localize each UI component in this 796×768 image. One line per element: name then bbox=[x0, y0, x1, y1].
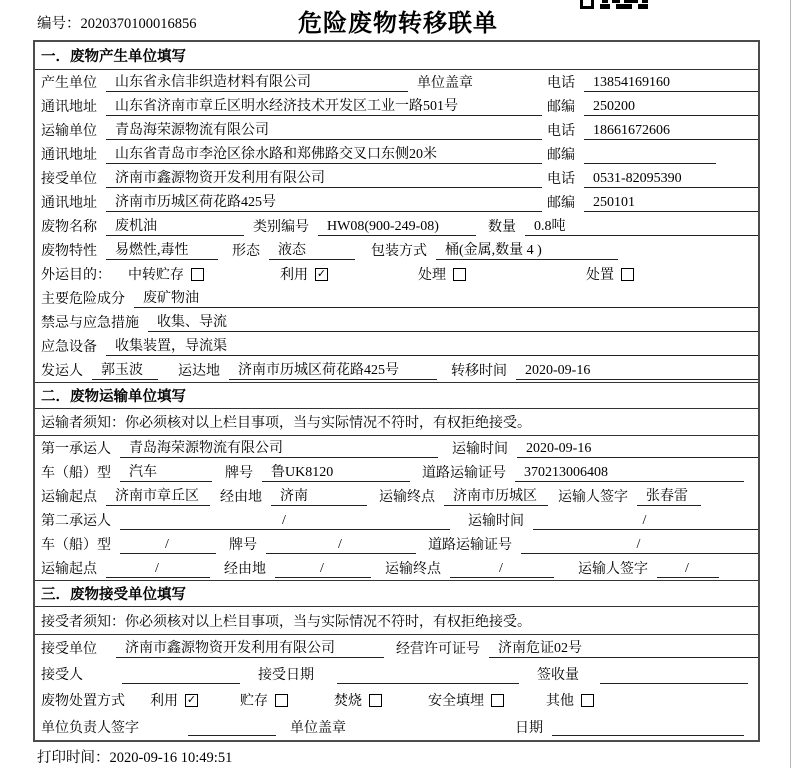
transporter-zip-label: 邮编 bbox=[547, 148, 575, 163]
transporter-address-label: 通讯地址 bbox=[41, 148, 97, 163]
receive-date-value bbox=[337, 665, 519, 684]
route-via-value-1: 济南 bbox=[271, 487, 367, 506]
page-edge-line bbox=[790, 0, 791, 768]
first-carrier-value: 青岛海荣源物流有限公司 bbox=[120, 439, 438, 458]
receive-person-label: 接受人 bbox=[41, 668, 83, 683]
destination-value: 济南市历城区荷花路425号 bbox=[229, 361, 437, 380]
manifest-form bbox=[33, 40, 760, 742]
route-end-value-1: 济南市历城区 bbox=[444, 487, 548, 506]
seal-label: 单位盖章 bbox=[417, 76, 473, 91]
qr-code-fragment bbox=[580, 0, 658, 10]
print-time bbox=[37, 746, 232, 767]
producer-zip-value: 250200 bbox=[584, 97, 758, 116]
road-permit-value-2: / bbox=[521, 535, 758, 554]
plate-value-1: 鲁UK8120 bbox=[262, 463, 410, 482]
dispatcher-label: 发运人 bbox=[41, 364, 83, 379]
receiver-zip-value: 250101 bbox=[584, 193, 758, 212]
plate-value-2: / bbox=[266, 535, 416, 554]
transport-time-value-1: 2020-09-16 bbox=[517, 439, 758, 458]
receiver-value: 济南市鑫源物资开发利用有限公司 bbox=[106, 169, 542, 188]
responsible-sign-label: 单位负责人签字 bbox=[41, 720, 139, 736]
transporter-notice: 运输者须知：你必须核对以上栏目事项，当与实际情况不符时，有权拒绝接受。 bbox=[35, 409, 758, 436]
dispatcher-value: 郭玉波 bbox=[92, 361, 158, 380]
waste-name-value: 废机油 bbox=[106, 217, 244, 236]
transfer-time-value: 2020-09-16 bbox=[516, 361, 758, 380]
form-value: 液态 bbox=[269, 241, 355, 260]
producer-zip-label: 邮编 bbox=[547, 100, 575, 115]
serial-label: 编号： bbox=[37, 16, 81, 32]
row-vehicle-1 bbox=[35, 460, 758, 484]
transporter-phone-value: 18661672606 bbox=[584, 121, 758, 140]
category-code-value: HW08(900-249-08) bbox=[318, 217, 476, 236]
vehicle-type-value-1: 汽车 bbox=[120, 463, 212, 482]
row-vehicle-2 bbox=[35, 532, 758, 556]
row-dispatch bbox=[35, 358, 758, 382]
transport-time-label-2: 运输时间 bbox=[468, 514, 524, 529]
route-start-value-2: / bbox=[106, 559, 210, 578]
row-receive-person bbox=[35, 661, 758, 687]
row-hazard-component bbox=[35, 286, 758, 310]
route-start-value-1: 济南市章丘区 bbox=[106, 487, 210, 506]
receive-person-value bbox=[122, 665, 240, 684]
taboo-label: 禁忌与应急措施 bbox=[41, 316, 139, 331]
road-permit-label-2: 道路运输证号 bbox=[428, 538, 512, 553]
road-permit-value-1: 370213006408 bbox=[515, 463, 744, 482]
vehicle-type-label-1: 车（船）型 bbox=[41, 466, 111, 481]
purpose-label: 外运目的： bbox=[41, 268, 111, 283]
option-disposal-utilize: 利用 ✓ bbox=[150, 693, 197, 709]
receipt-qty-label: 签收量 bbox=[537, 668, 579, 683]
road-permit-label-1: 道路运输证号 bbox=[422, 466, 506, 481]
destination-label: 运达地 bbox=[178, 364, 220, 379]
row-route-2 bbox=[35, 556, 758, 580]
producer-label: 产生单位 bbox=[41, 76, 97, 91]
row-responsible-sign bbox=[35, 713, 758, 740]
hazard-label: 主要危险成分 bbox=[41, 292, 125, 307]
transporter-value: 青岛海荣源物流有限公司 bbox=[106, 121, 542, 140]
row-receive-unit bbox=[35, 635, 758, 661]
receiver-zip-label: 邮编 bbox=[547, 196, 575, 211]
row-transporter-address bbox=[35, 142, 758, 166]
row-transporter bbox=[35, 118, 758, 142]
receive-unit-value: 济南市鑫源物资开发利用有限公司 bbox=[116, 639, 384, 658]
second-carrier-label: 第二承运人 bbox=[41, 514, 111, 529]
transporter-address-value: 山东省青岛市李沧区徐水路和郑佛路交叉口东侧20米 bbox=[106, 145, 542, 164]
row-producer-address bbox=[35, 94, 758, 118]
option-disposal-storage: 贮存 bbox=[240, 690, 288, 710]
row-taboo-measures bbox=[35, 310, 758, 334]
plate-label-1: 牌号 bbox=[225, 466, 253, 481]
carrier-sign-label-2: 运输人签字 bbox=[578, 562, 648, 577]
transporter-phone-label: 电话 bbox=[547, 124, 575, 139]
row-waste-name bbox=[35, 214, 758, 238]
row-second-carrier bbox=[35, 508, 758, 532]
section-1-header: 一．废物产生单位填写 bbox=[35, 42, 758, 70]
waste-property-label: 废物特性 bbox=[41, 244, 97, 259]
row-first-carrier bbox=[35, 436, 758, 460]
route-via-label-1: 经由地 bbox=[220, 490, 262, 505]
receive-unit-label: 接受单位 bbox=[41, 642, 97, 657]
unit-seal-label: 单位盖章 bbox=[290, 720, 346, 736]
producer-value: 山东省永信非织造材料有限公司 bbox=[106, 73, 408, 92]
checkbox-utilize: ✓ bbox=[316, 267, 327, 280]
waste-property-value: 易燃性,毒性 bbox=[106, 241, 218, 260]
receiver-address-value: 济南市历城区荷花路425号 bbox=[106, 193, 542, 212]
page-title: 危险废物转移联单 bbox=[298, 11, 498, 37]
vehicle-type-label-2: 车（船）型 bbox=[41, 538, 111, 553]
receipt-qty-value bbox=[600, 665, 748, 684]
receiver-label: 接受单位 bbox=[41, 172, 97, 187]
print-time-value: 2020-09-16 10:49:51 bbox=[109, 750, 233, 766]
option-disposal-landfill: 安全填埋 bbox=[428, 690, 504, 710]
section-3-header: 三．废物接受单位填写 bbox=[35, 580, 758, 607]
responsible-sign-value bbox=[188, 717, 276, 736]
plate-label-2: 牌号 bbox=[229, 538, 257, 553]
checkbox-disposal-utilize: ✓ bbox=[186, 693, 197, 706]
route-end-value-2: / bbox=[450, 559, 554, 578]
option-dispose: 处置 bbox=[586, 264, 634, 284]
route-end-label-2: 运输终点 bbox=[385, 562, 441, 577]
row-disposal-method bbox=[35, 687, 758, 713]
row-emergency-equipment bbox=[35, 334, 758, 358]
date-value bbox=[552, 717, 744, 736]
business-permit-label: 经营许可证号 bbox=[396, 642, 480, 657]
checkbox-disposal-landfill bbox=[491, 694, 504, 707]
second-carrier-value: / bbox=[120, 511, 450, 530]
checkbox-dispose bbox=[621, 268, 634, 281]
print-time-label: 打印时间： bbox=[37, 750, 110, 766]
transfer-time-label: 转移时间 bbox=[451, 364, 507, 379]
serial-value: 2020370100016856 bbox=[80, 16, 197, 32]
producer-address-value: 山东省济南市章丘区明水经济技术开发区工业一路501号 bbox=[106, 97, 542, 116]
transporter-zip-value bbox=[584, 145, 716, 164]
row-route-1 bbox=[35, 484, 758, 508]
receive-date-label: 接受日期 bbox=[258, 668, 314, 683]
producer-phone-label: 电话 bbox=[547, 76, 575, 91]
carrier-sign-value-2: / bbox=[657, 559, 719, 578]
option-treat: 处理 bbox=[418, 264, 466, 284]
checkbox-transfer-storage bbox=[191, 268, 204, 281]
category-code-label: 类别编号 bbox=[253, 220, 309, 235]
carrier-sign-label-1: 运输人签字 bbox=[558, 490, 628, 505]
route-start-label-2: 运输起点 bbox=[41, 562, 97, 577]
date-label: 日期 bbox=[515, 720, 543, 736]
row-producer bbox=[35, 70, 758, 94]
business-permit-value: 济南危证02号 bbox=[489, 639, 758, 658]
quantity-value: 0.8吨 bbox=[525, 217, 758, 236]
packaging-value: 桶(金属,数量 4 ) bbox=[436, 241, 618, 260]
taboo-value: 收集、导流 bbox=[148, 313, 758, 332]
route-end-label-1: 运输终点 bbox=[379, 490, 435, 505]
checkbox-disposal-other bbox=[581, 694, 594, 707]
producer-address-label: 通讯地址 bbox=[41, 100, 97, 115]
receiver-notice: 接受者须知：你必须核对以上栏目事项，当与实际情况不符时，有权拒绝接受。 bbox=[35, 607, 758, 635]
row-receiver-address bbox=[35, 190, 758, 214]
row-receiver bbox=[35, 166, 758, 190]
route-via-label-2: 经由地 bbox=[224, 562, 266, 577]
section-2-header: 二．废物运输单位填写 bbox=[35, 382, 758, 409]
route-start-label-1: 运输起点 bbox=[41, 490, 97, 505]
form-label: 形态 bbox=[232, 244, 260, 259]
receiver-phone-value: 0531-82095390 bbox=[584, 169, 758, 188]
producer-phone-value: 13854169160 bbox=[584, 73, 758, 92]
waste-name-label: 废物名称 bbox=[41, 220, 97, 235]
checkbox-treat bbox=[453, 268, 466, 281]
option-transfer-storage: 中转贮存 bbox=[128, 264, 204, 284]
transporter-label: 运输单位 bbox=[41, 124, 97, 139]
equipment-value: 收集装置，导流渠 bbox=[106, 337, 758, 356]
option-utilize: 利用 ✓ bbox=[280, 267, 327, 283]
carrier-sign-value-1: 张春雷 bbox=[637, 487, 701, 506]
transport-time-value-2: / bbox=[533, 511, 758, 530]
packaging-label: 包装方式 bbox=[371, 244, 427, 259]
checkbox-disposal-incinerate bbox=[369, 694, 382, 707]
transport-time-label-1: 运输时间 bbox=[452, 442, 508, 457]
row-waste-property bbox=[35, 238, 758, 262]
equipment-label: 应急设备 bbox=[41, 340, 97, 355]
receiver-phone-label: 电话 bbox=[547, 172, 575, 187]
hazard-value: 废矿物油 bbox=[134, 289, 758, 308]
first-carrier-label: 第一承运人 bbox=[41, 442, 111, 457]
receiver-address-label: 通讯地址 bbox=[41, 196, 97, 211]
checkbox-disposal-storage bbox=[275, 694, 288, 707]
row-purpose bbox=[35, 262, 758, 286]
quantity-label: 数量 bbox=[488, 220, 516, 235]
disposal-method-label: 废物处置方式 bbox=[41, 694, 125, 709]
vehicle-type-value-2: / bbox=[120, 535, 216, 554]
route-via-value-2: / bbox=[275, 559, 371, 578]
option-disposal-other: 其他 bbox=[546, 690, 594, 710]
option-disposal-incinerate: 焚烧 bbox=[334, 690, 382, 710]
